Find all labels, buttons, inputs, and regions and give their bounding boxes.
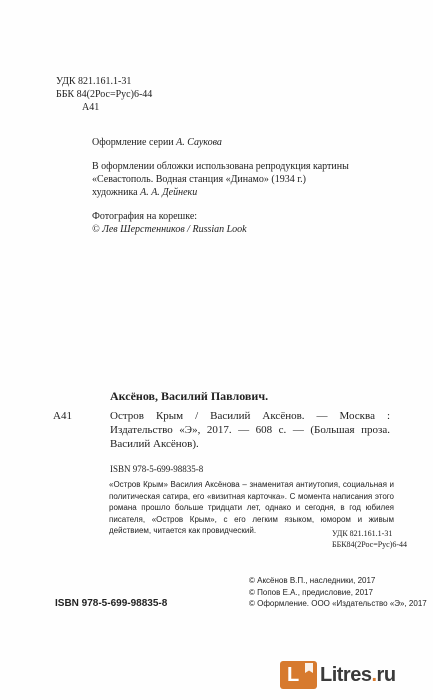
logo-tld: ru [376,664,396,686]
bib-author-index: А41 [53,410,72,422]
book-annotation: «Остров Крым» Василия Аксёнова – знаменитая антиутопия, социальная и политическая сатира, его «визитная карточка». С момента написания этого романа прошло больше тридцати лет, однако и сегодня, в год юбилея писателя, «Остров Крым», с его легким языком, юмором и живым действием, читается как провидческий. [109,480,394,535]
logo-word: Litres [320,664,372,686]
series-design-name: А. Саукова [176,137,222,148]
spine-photo-credit: © Лев Шерстенников / Russian Look [92,224,247,235]
copyright-line: © Попов Е.А., предисловие, 2017 [249,587,373,597]
bbk-code: ББК 84(2Рос=Рус)6-44 [56,89,153,100]
author-index: А41 [82,102,100,113]
cover-info-line-1: В оформлении обложки использована репродукция картины [92,161,349,172]
series-design-label: Оформление серии [92,137,174,148]
cover-info-line-2: «Севастополь. Водная станция «Динамо» (1934 г.) [92,174,307,185]
copyright-list [249,575,427,610]
copyright-line: © Аксёнов В.П., наследники, 2017 [249,576,376,585]
logo-dot: . [371,664,377,686]
isbn-bottom: ISBN 978-5-699-98835-8 [55,598,168,609]
author-heading: Аксёнов, Василий Павлович. [110,389,269,403]
udk-right-line: УДК 821.161.1-31 [332,529,393,538]
logo-letter: L [287,664,300,686]
cover-artist-label: художника [92,187,138,198]
series-design-credit [92,137,222,149]
bbk-right-line: ББК84(2Рос=Рус)6-44 [332,540,408,549]
udk-code-right [332,528,407,550]
udk-code: УДК 821.161.1-31 [56,76,132,87]
bookmark-icon [305,663,313,673]
cover-artist-name: А. А. Дейнеки [140,187,198,198]
copyright-line: © Оформление. ООО «Издательство «Э», 2017 [249,599,427,608]
cover-info-line-3 [92,187,197,199]
bibliographic-description: Остров Крым / Василий Аксёнов. — Москва : Издательство «Э», 2017. — 608 с. — (Большая проза. Василий Аксёнов). [110,410,390,450]
spine-photo-label: Фотография на корешке: [92,211,198,222]
isbn-inline: ISBN 978-5-699-98835-8 [110,464,204,474]
litres-logo-text [320,664,396,687]
litres-logo-icon [280,661,317,689]
